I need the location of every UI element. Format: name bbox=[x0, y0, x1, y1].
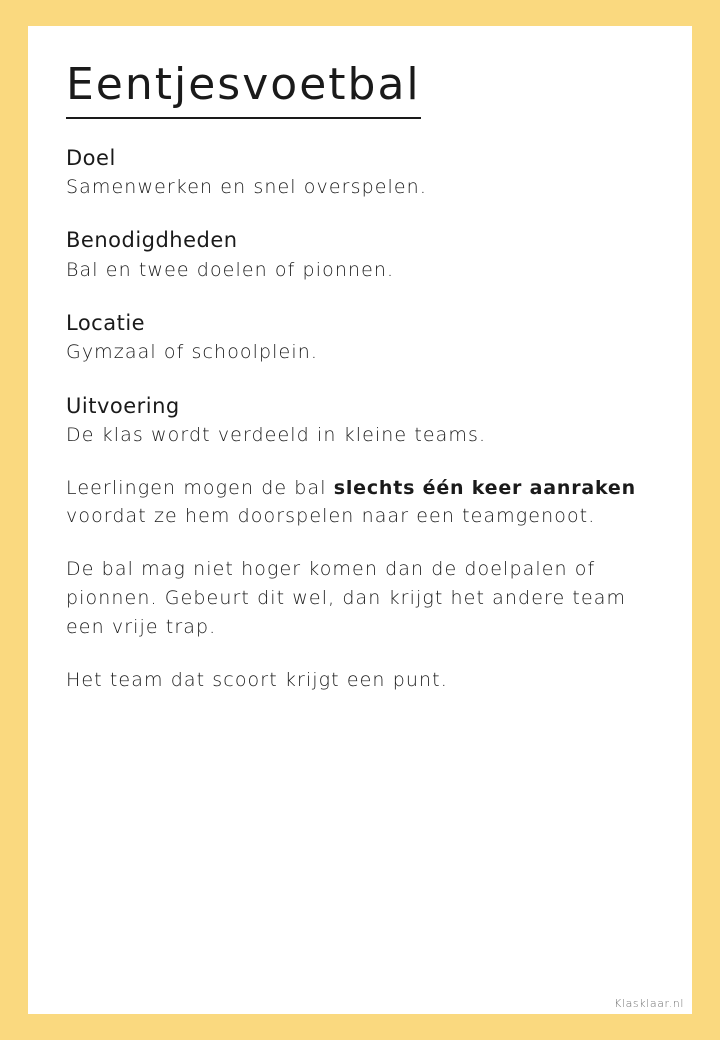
paragraph-text-after: voordat ze hem doorspelen naar een teamgenoot. bbox=[66, 505, 596, 528]
section-heading-uitvoering: Uitvoering bbox=[66, 393, 180, 418]
section-body-uitvoering: De klas wordt verdeeld in kleine teams. bbox=[66, 424, 487, 447]
document-content bbox=[66, 60, 658, 695]
paragraph-ball-height bbox=[66, 555, 658, 642]
section-body-locatie: Gymzaal of schoolplein. bbox=[66, 341, 319, 364]
section-body-benodigdheden: Bal en twee doelen of pionnen. bbox=[66, 258, 395, 281]
document-sheet bbox=[28, 26, 692, 1014]
section-benodigdheden bbox=[66, 227, 658, 284]
section-body-doel: Samenwerken en snel overspelen. bbox=[66, 175, 427, 198]
paragraph-text-before: Leerlingen mogen de bal bbox=[66, 476, 334, 499]
paragraph-text-bold: slechts één keer aanraken bbox=[333, 476, 636, 499]
paragraph-text: De bal mag niet hoger komen dan de doelpalen of pionnen. Gebeurt dit wel, dan krijgt het andere team een vrije trap. bbox=[66, 558, 627, 639]
page-title: Eentjesvoetbal bbox=[66, 60, 421, 119]
paragraph-text: Het team dat scoort krijgt een punt. bbox=[66, 668, 448, 691]
section-heading-locatie: Locatie bbox=[66, 311, 146, 336]
section-uitvoering bbox=[66, 393, 658, 450]
paragraph-scoring bbox=[66, 666, 658, 695]
footer-brand: Klasklaar.nl bbox=[614, 997, 684, 1010]
section-doel bbox=[66, 145, 658, 202]
section-heading-benodigdheden: Benodigdheden bbox=[66, 228, 238, 253]
paragraph-one-touch bbox=[66, 474, 658, 532]
section-locatie bbox=[66, 310, 658, 367]
section-heading-doel: Doel bbox=[66, 145, 116, 170]
